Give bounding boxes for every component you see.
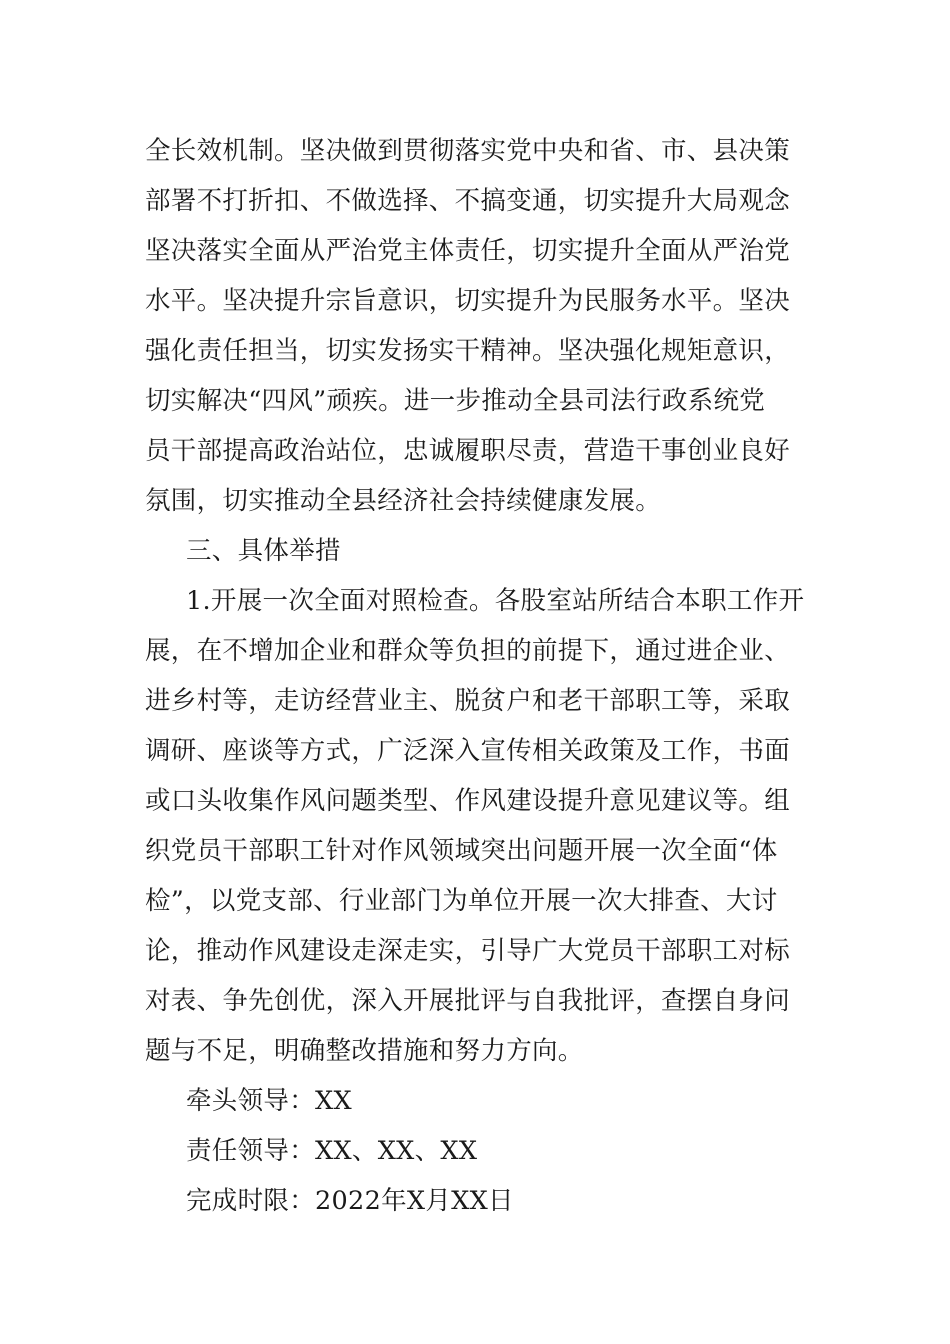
section-heading: 三、具体举措	[186, 536, 341, 566]
paragraph-line: 或口头收集作风问题类型、作风建设提升意见建议等。组	[145, 786, 791, 816]
paragraph-line: 氛围，切实推动全县经济社会持续健康发展。	[145, 486, 662, 516]
paragraph-line: 论，推动作风建设走深走实，引导广大党员干部职工对标	[145, 936, 791, 966]
paragraph-line: 织党员干部职工针对作风领域突出问题开展一次全面“体	[145, 836, 778, 866]
paragraph-line: 员干部提高政治站位，忠诚履职尽责，营造干事创业良好	[145, 436, 791, 466]
paragraph-line: 对表、争先创优，深入开展批评与自我批评，查摆自身问	[145, 986, 791, 1016]
paragraph-line: 展，在不增加企业和群众等负担的前提下，通过进企业、	[145, 636, 791, 666]
paragraph-line: 调研、座谈等方式，广泛深入宣传相关政策及工作，书面	[145, 736, 791, 766]
paragraph-line: 水平。坚决提升宗旨意识，切实提升为民服务水平。坚决	[145, 286, 791, 316]
paragraph-line: 坚决落实全面从严治党主体责任，切实提升全面从严治党	[145, 236, 791, 266]
lead-leader-line: 牵头领导：XX	[186, 1086, 352, 1116]
item-heading-line: 1.开展一次全面对照检查。各股室站所结合本职工作开	[186, 586, 805, 616]
responsible-leader-line: 责任领导：XX、XX、XX	[186, 1136, 478, 1166]
paragraph-line: 切实解决“四风”顽疾。进一步推动全县司法行政系统党	[145, 386, 766, 416]
paragraph-line: 全长效机制。坚决做到贯彻落实党中央和省、市、县决策	[145, 136, 791, 166]
paragraph-line: 部署不打折扣、不做选择、不搞变通，切实提升大局观念	[145, 186, 791, 216]
deadline-line: 完成时限：2022年X月XX日	[186, 1186, 514, 1216]
paragraph-line: 强化责任担当，切实发扬实干精神。坚决强化规矩意识，	[145, 336, 791, 366]
paragraph-line: 检”，以党支部、行业部门为单位开展一次大排查、大讨	[145, 886, 778, 916]
paragraph-line: 进乡村等，走访经营业主、脱贫户和老干部职工等，采取	[145, 686, 791, 716]
paragraph-line: 题与不足，明确整改措施和努力方向。	[145, 1036, 584, 1066]
